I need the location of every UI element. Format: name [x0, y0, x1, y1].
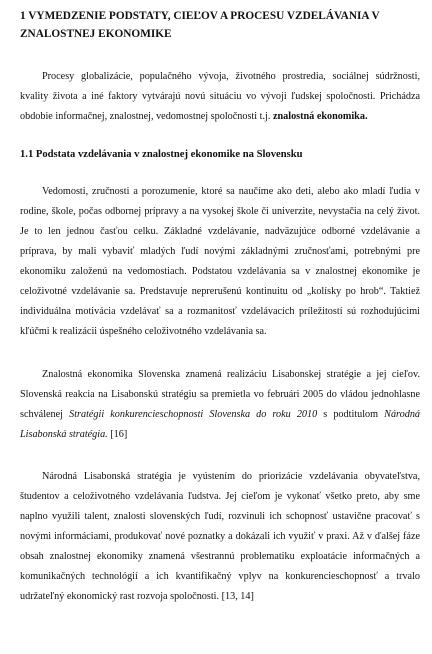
- section-paragraph-2: [20, 365, 420, 445]
- chapter-title: 1 VYMEDZENIE PODSTATY, CIEĽOV A PROCESU VZDELÁVANIA V ZNALOSTNEJ EKONOMIKE: [20, 10, 380, 40]
- paragraph-2-citation: [16]: [107, 429, 128, 440]
- section-title: 1.1 Podstata vzdelávania v znalostnej ekonomike na Slovensku: [20, 149, 303, 160]
- subtitle-italic: Národná Lisabonská stratégia.: [20, 409, 421, 440]
- paragraph-spacer: [20, 445, 420, 467]
- intro-paragraph: [20, 67, 420, 127]
- section-paragraph-3: Národná Lisabonská stratégia je vyústením do priorizácie vzdelávania obyvateľstva, študentov a celoživotného vzdelávania ľudstva. Jej cieľom je vykonať všetko preto, aby sme naplno využili talent, znalosti slovenských ľudí, rozvinuli ich schopnosť ustavične pracovať s novými informáciami, produkovať nové poznatky a dokázali ich využiť v praxi. Až v ďalšej fáze obsah znalostnej ekonomiky znamená všestrannú problematiku exploatácie informačných a komunikačných technológií a ich kvantifikačný vplyv na konkurencieschopnosť a trvalo udržateľný ekonomický rast rozvoja spoločnosti. [13, 14]: [20, 471, 420, 602]
- strategy-title-italic: Stratégii konkurencieschopnosti Slovenska do roku 2010: [69, 409, 318, 420]
- paragraph-2-text-a: Znalostná ekonomika Slovenska znamená realizáciu Lisabonskej stratégie a jej cieľov. Slovenská reakcia na Lisabonskú stratégiu sa premietla vo februári 2005 do vládou jednohlasne schválenej: [20, 369, 420, 420]
- intro-bold-term: znalostná ekonomika.: [272, 111, 368, 122]
- section-paragraph-1: Vedomosti, zručnosti a porozumenie, ktoré sa naučíme ako deti, alebo ako mladí ľudia v rodine, škole, počas odbornej prípravy a na vysokej škole či univerzite, nevystačia na celý život. Je to len jednou časťou celku. Základné vzdelávanie, nadväzujúce odborné vzdelávanie a príprava, by mali vybaviť mladých ľudí novými základnými zručnosťami, potrebnými pre ekonomiku založenú na vedomostiach. Podstatou vzdelávania sa v znalostnej ekonomike je celoživotné vzdelávanie sa. Predstavuje neprerušenú kontinuitu od „kolísky po hrob“. Taktiež individuálna motivácia vzdelávať sa a rozmanitosť vzdelávacích príležitostí sú rozhodujúcimi kľúčmi k realizácii úspešného celoživotného vzdelávania sa.: [20, 186, 420, 337]
- paragraph-2-text-b: s podtitulom: [317, 409, 385, 420]
- intro-text: Procesy globalizácie, populačného vývoja, životného prostredia, sociálnej súdržnosti, kvality života a iné faktory vytvárajú novú situáciu vo vývoji ľudskej spoločnosti. Prichádza obdobie informačnej, znalostnej, vedomostnej spoločnosti t.j.: [20, 71, 420, 122]
- paragraph-spacer: [20, 342, 420, 365]
